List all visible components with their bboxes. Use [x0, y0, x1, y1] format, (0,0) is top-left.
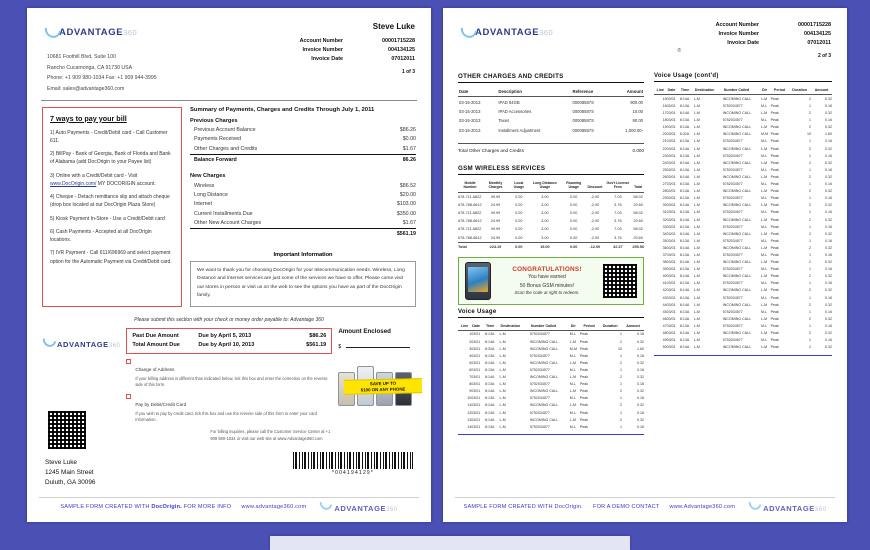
company-address: 10681 Foothill Blvd, Suite 100 Rancho Cucamonga, CA 91730 USA Phone: +1 909 980-1034 Fax: +1 909 944-3995 Email: sales@advantage360.com	[47, 54, 157, 92]
account-info-block	[300, 22, 415, 75]
congratulations-promo[interactable]: CONGRATULATIONS! You have earned 50 Bonus GSM minutes! Scan the code at right to redeem.	[458, 257, 644, 305]
pay-option: 7) IVR Payment - Call 611/696969 and select payment option for the Automatic Payment via Credit/Debit card.	[50, 250, 172, 265]
invoice-page-2[interactable]	[443, 8, 847, 522]
pay-option: 5) Kiosk Payment In-Store - Use a Credit/Debit card	[50, 215, 165, 222]
table-row: 23 03/01 8:13A L-M 5752034577 M-L Peak 1 0.16	[662, 153, 832, 158]
table-row: 41 03/01 8:13A L-M 5752034577 M-L Peak 1 0.16	[662, 281, 832, 286]
footer-url[interactable]: www.Advantage360.com	[669, 504, 736, 510]
table-row: 20 03/01 8:32A L-M INCOMING CALL M-M Peak 10 1.60	[662, 132, 832, 137]
table-row: 33 03/01 8:13A L-M 5752034577 M-L Peak 1 0.16	[662, 224, 832, 229]
table-row: 42 03/01 8:14A L-M INCOMING CALL L-M Peak 2 0.32	[662, 288, 832, 293]
other-charges-title: OTHER CHARGES AND CREDITS	[458, 73, 644, 83]
table-row: 48 03/01 8:14A L-M INCOMING CALL L-M Peak 2 0.32	[662, 331, 832, 336]
promo-banner: SAVE UP TO $100 ON ANY PHONE	[344, 378, 422, 395]
gsm-services-table	[458, 179, 644, 251]
page2-footer: SAMPLE FORM CREATED WITH DocOrigin. FOR A DEMO CONTACT www.Advantage360.com ADVANTAGE360	[443, 498, 847, 516]
footer-url[interactable]: www.advantage360.com	[241, 504, 307, 510]
table-row: 34 03/01 8:14A L-M INCOMING CALL L-M Peak 2 0.32	[662, 231, 832, 236]
customer-name: Steve Luke	[372, 22, 415, 31]
table-row: 03-15-2013 IPAD 64GB 00008587S 900.00	[459, 99, 643, 105]
table-header-row: Date Description Reference Amount	[458, 87, 644, 97]
pay-option: 1) Auto Payments - Credit/Debit card - Call Customer 611.	[50, 129, 168, 144]
table-row: 37 03/01 8:13A L-M 5752034577 M-L Peak 1 0.16	[662, 252, 832, 257]
summary-row: Previous Account Balance $86.26	[194, 127, 416, 134]
remittance-note: Please submit this section with your check or money order payable to: Advantage 360	[134, 316, 324, 323]
account-number-row: Account Number 00001715228	[715, 22, 831, 28]
table-row: 44 03/01 8:14A L-M INCOMING CALL L-M Peak 2 0.32	[662, 302, 832, 307]
page1-header	[39, 16, 419, 95]
promo-phones-image	[338, 362, 426, 406]
table-row: 678-711-6822 49.99 0.00 3.00 0.00 -2.00 7.03 58.02	[458, 211, 643, 216]
table-row: 18 03/01 8:13A L-M 5752034577 M-L Peak 1 0.16	[662, 118, 832, 123]
table-row: 15 03/01 8:14A L-M INCOMING CALL L-M Peak 2 0.32	[662, 96, 832, 101]
gsm-total-row: Total 224.19 0.00 15.00 0.00 -12.00 32.37 259.56	[458, 242, 644, 251]
important-information	[190, 252, 416, 307]
gsm-title: GSM WIRELESS SERVICES	[458, 165, 644, 175]
qr-code-remit[interactable]	[45, 408, 89, 452]
table-row: 678-788-6612 24.99 0.00 3.00 0.00 -2.00 3.76 29.60	[458, 235, 643, 240]
invoice-page-3-peek[interactable]	[270, 536, 630, 550]
summary-row: Internet $103.00	[194, 201, 416, 208]
table-row: 8 03/01 8:13A L-M 5752034577 M-L Peak 1 0.16	[469, 382, 644, 387]
table-row: 678-788-6612 24.99 0.00 3.00 0.00 -2.00 3.76 29.60	[458, 219, 643, 224]
table-row: 35 03/01 8:13A L-M 5752034577 M-L Peak 1 0.16	[662, 238, 832, 243]
pay-by-card-label: Pay by Debit/Credit Card	[135, 401, 187, 407]
table-row: 26 03/01 8:14A L-M INCOMING CALL L-M Peak 2 0.32	[662, 174, 832, 179]
table-row: 25 03/01 8:13A L-M 5752034577 M-L Peak 1 0.16	[662, 167, 832, 172]
table-row: 678-711-6822 49.99 0.00 3.00 0.00 -2.00 7.03 58.02	[458, 227, 643, 232]
table-row: 27 03/01 8:13A L-M 5752034577 M-L Peak 1 0.16	[662, 182, 832, 187]
amount-enclosed-field[interactable]: $	[338, 335, 426, 350]
header-divider	[41, 100, 417, 101]
table-row: 4 03/01 8:13A L-M 5752034577 M-L Peak 1 0.16	[469, 353, 644, 358]
table-row: 40 03/01 8:14A L-M INCOMING CALL L-M Peak 2 0.32	[662, 274, 832, 279]
table-header-row: Line Date Time Destination Number Called Dir Period Duration Amount	[654, 86, 832, 95]
table-row: 03-15-2013 IPAD Accessories 00008587S 10.00	[459, 108, 643, 114]
pay-option: 4) Cheque - Detach remittance slip and attach cheque (drop box located at our DocOrigin Plaza Store)	[50, 194, 170, 209]
invoice-date-row: Invoice Date 07012011	[311, 56, 415, 63]
table-row: 22 03/01 8:14A L-M INCOMING CALL L-M Peak 2 0.32	[662, 146, 832, 151]
table-row: 46 03/01 8:14A L-M INCOMING CALL L-M Peak 2 0.32	[662, 316, 832, 321]
table-row: 47 03/01 8:13A L-M 5752034577 M-L Peak 1 0.16	[662, 323, 832, 328]
table-row: 5 03/01 8:14A L-M INCOMING CALL L-M Peak 2 0.32	[469, 360, 644, 365]
table-row: 28 03/01 8:14A L-M INCOMING CALL L-M Peak 2 0.32	[662, 189, 832, 194]
table-row: 19 03/01 8:14A L-M INCOMING CALL L-M Peak 2 0.32	[662, 125, 832, 130]
customer-mailing-address: Steve Luke 1245 Main Street Duluth, GA 30096	[45, 459, 96, 486]
barcode-number: *004194129*	[331, 470, 375, 477]
summary-row: Payments Received $0.00	[194, 136, 416, 143]
previous-charges-header: Previous Charges	[190, 117, 238, 124]
table-header-row: Line Date Time Destination Number Called Dir Period Duration Amount	[458, 322, 644, 331]
voice-usage-title: Voice Usage	[458, 309, 644, 318]
table-row: 7 03/01 8:14A L-M INCOMING CALL L-M Peak 2 0.32	[469, 375, 644, 380]
table-row: 1 03/01 8:13A L-M 5752034577 M-L Peak 1 0.16	[469, 332, 644, 337]
amount-due-box	[126, 328, 332, 354]
table-row: 12 03/01 8:13A L-M 5752034577 M-L Peak 1 0.16	[467, 410, 644, 415]
table-row: 03-15-2013 Installment Adjustment 00008587S 1,000.00-	[459, 127, 643, 133]
table-row: 29 03/01 8:13A L-M 5752034577 M-L Peak 1 0.16	[662, 196, 832, 201]
page1-footer: SAMPLE FORM CREATED WITH DocOrigin. FOR MORE INFO www.advantage360.com ADVANTAGE360	[27, 498, 431, 516]
phone-image	[465, 262, 491, 300]
important-title: Important Information	[273, 251, 333, 258]
table-row: 678-711-6822 49.99 0.00 3.00 0.00 -2.00 7.03 58.02	[458, 194, 643, 199]
advantage360-logo-footer: ADVANTAGE360	[751, 498, 826, 516]
page-indicator: 2 of 3	[817, 53, 831, 60]
balance-forward-row: Balance Forward 86.26	[190, 154, 416, 164]
table-row: 6 03/01 8:13A L-M 5752034577 M-L Peak 1 0.16	[469, 367, 644, 372]
summary-row: Wireless $86.52	[194, 182, 416, 189]
advantage360-logo-p2: ADVANTAGE360	[463, 22, 553, 40]
table-row: 43 03/01 8:13A L-M 5752034577 M-L Peak 1 0.16	[662, 295, 832, 300]
table-row: 49 03/01 8:13A L-M 5752034577 M-L Peak 1 0.16	[662, 338, 832, 343]
table-row: 03-15-2013 Taxes 00008587S 90.00	[459, 118, 643, 124]
pay-option-online: 3) Online with a Credit/Debit card - Visit www.DocOrigin.com/ MY DOCORIGIN account.	[50, 172, 156, 187]
advantage360-logo-remit: ADVANTAGE360	[45, 334, 120, 352]
table-row: 3 03/01 8:32A L-M INCOMING CALL M-M Peak 10 1.60	[469, 346, 644, 351]
table-row: 30 03/01 8:14A L-M INCOMING CALL L-M Peak 2 0.32	[662, 203, 832, 208]
summary-row: Current Installments Due $350.00	[194, 210, 416, 217]
new-charges-header: New Charges	[190, 173, 226, 180]
voice-usage-table-right	[654, 86, 832, 350]
table-row: 36 03/01 8:14A L-M INCOMING CALL L-M Peak 2 0.32	[662, 245, 832, 250]
invoice-number-row: Invoice Number 004134125	[302, 47, 415, 54]
amount-enclosed-label: Amount Enclosed	[338, 327, 391, 335]
invoice-number-row: Invoice Number 004134125	[718, 31, 831, 38]
page-indicator: 1 of 3	[401, 69, 415, 76]
page2-header	[455, 16, 835, 59]
account-number-row: Account Number 00001715228	[299, 38, 415, 44]
table-row: 45 03/01 8:13A L-M 5752034577 M-L Peak 1 0.16	[662, 309, 832, 314]
docorigin-link[interactable]: www.DocOrigin.com/	[50, 180, 97, 187]
voice-left-rule	[458, 434, 644, 435]
congrats-title: CONGRATULATIONS!	[512, 266, 582, 274]
table-row: 2 03/01 8:14A L-M INCOMING CALL L-M Peak 2 0.32	[469, 339, 644, 344]
pay-option: 2) BillPay - Bank of Georgia, Bank of Florida and Bank of Alabama (add DocOrigin to your Payee list)	[50, 151, 171, 166]
registered-mark: ®	[677, 48, 682, 54]
table-header-row: Mobile Number Monthly Charges Local Usage Long Distance Usage Roaming Usage Discount Gov't License Fees Total	[458, 179, 644, 192]
voice-usage-table-left	[458, 322, 644, 430]
qr-code-promo[interactable]	[603, 264, 637, 298]
total-due-row: Total Amount Due Due by April 10, 2013 $561.19	[132, 342, 327, 349]
summary-column	[190, 107, 416, 307]
important-body: We want to thank you for choosing DocOrigin for your telecommunication needs. Wireless, Long Distance and Internet services are just some of the services we have to offer. Please come visit our stores in person or visit us on the web to see the options you have as part of the DocOrigin family.	[190, 261, 416, 307]
advantage360-logo-footer: ADVANTAGE360	[322, 498, 397, 516]
table-row: 16 03/01 8:13A L-M 5752034577 M-L Peak 1 0.16	[662, 104, 832, 109]
table-row: 39 03/01 8:13A L-M 5752034577 M-L Peak 1 0.16	[662, 267, 832, 272]
table-row: 10 03/01 8:13A L-M 5752034577 M-L Peak 1 0.16	[467, 396, 644, 401]
account-info-block-p2	[716, 22, 831, 59]
invoice-date-row: Invoice Date 07012011	[727, 40, 831, 47]
change-of-address-option[interactable]: Change of Address If your billing address is different than indicated below, tick this box and enter the correction on the reverse side of this form.	[126, 358, 332, 389]
summary-row: Long Distance $20.00	[194, 192, 416, 199]
summary-row: Other Charges and Credits $1.67	[194, 145, 416, 152]
table-row: 14 03/01 8:13A L-M 5752034577 M-L Peak 1 0.16	[467, 424, 644, 429]
table-row: 9 03/01 8:14A L-M INCOMING CALL L-M Peak 2 0.32	[469, 389, 644, 394]
advantage360-logo	[47, 22, 137, 40]
ways-to-pay-box	[42, 107, 182, 307]
billing-inquiries: For billing inquiries, please call the Customer Service Center at +1 909 980-1034 or visit our web site at www.Advantage360.com	[210, 429, 331, 441]
table-row: 13 03/01 8:14A L-M INCOMING CALL L-M Peak 2 0.32	[467, 417, 644, 422]
past-due-row: Past Due Amount Due by April 5, 2013 $86.26	[132, 333, 327, 340]
other-charges-table	[458, 87, 644, 135]
table-row: 32 03/01 8:14A L-M INCOMING CALL L-M Peak 2 0.32	[662, 217, 832, 222]
brand-suffix: 360	[123, 28, 138, 37]
table-row: 50 03/01 8:14A L-M INCOMING CALL L-M Peak 2 0.32	[662, 345, 832, 350]
table-row: 38 03/01 8:14A L-M INCOMING CALL L-M Peak 2 0.32	[662, 260, 832, 265]
ways-to-pay-title: 7 ways to pay your bill	[50, 113, 127, 123]
table-row: 21 03/01 8:13A L-M 5752034577 M-L Peak 1 0.16	[662, 139, 832, 144]
brand-name: ADVANTAGE	[59, 27, 124, 38]
voice-usage-cont-title: Voice Usage (cont'd)	[654, 73, 832, 82]
barcode	[293, 452, 413, 469]
summary-title: Summary of Payments, Charges and Credits Through July 1, 2011	[190, 106, 375, 113]
pay-option: 6) Cash Payments - Accepted at all DocOrigin locations.	[50, 228, 152, 244]
invoice-page-1[interactable]	[27, 8, 431, 522]
table-row: 11 03/01 8:14A L-M INCOMING CALL L-M Peak 2 0.32	[467, 403, 644, 408]
checkbox-icon[interactable]	[126, 394, 131, 399]
new-charges-total-row: $561.19	[190, 228, 416, 238]
table-row: 17 03/01 8:14A L-M INCOMING CALL L-M Peak 2 0.32	[662, 111, 832, 116]
other-charges-total: Total Other Charges and Credits 0.000	[458, 143, 644, 153]
table-row: 678-788-6612 24.99 0.00 3.00 0.00 -2.00 3.76 29.60	[458, 202, 643, 207]
table-row: 24 03/01 8:14A L-M INCOMING CALL L-M Peak 2 0.32	[662, 160, 832, 165]
change-of-address-label: Change of Address	[135, 366, 175, 372]
table-row: 31 03/01 8:13A L-M 5752034577 M-L Peak 1 0.16	[662, 210, 832, 215]
summary-row: Other New Account Charges $1.67	[194, 219, 416, 226]
voice-right-rule	[654, 355, 832, 356]
checkbox-icon[interactable]	[126, 359, 131, 364]
pay-by-card-option[interactable]: Pay by Debit/Credit Card If you wish to pay by credit card, tick this box and use the reverse side of this form to enter your card information.	[126, 393, 332, 424]
